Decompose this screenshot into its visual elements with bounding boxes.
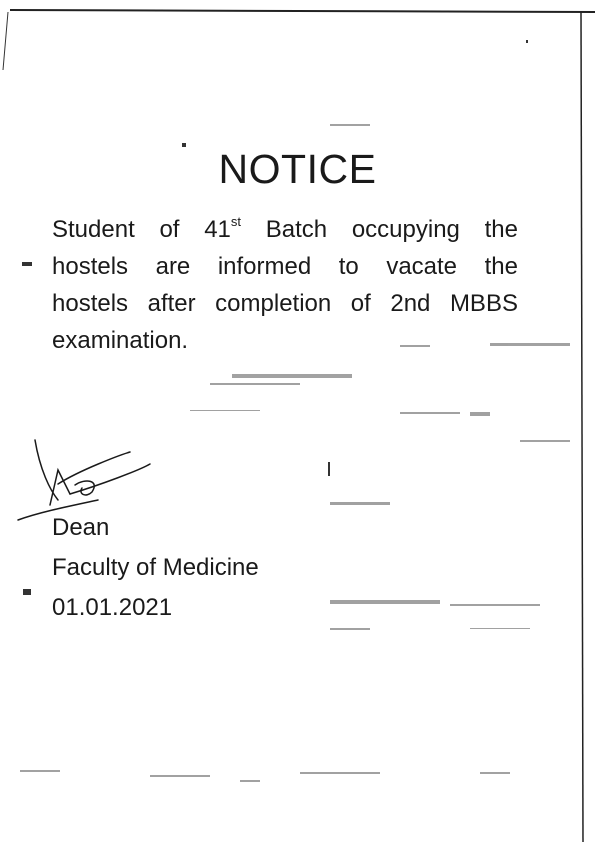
body-word: after	[147, 290, 196, 317]
signature-block	[52, 508, 259, 628]
body-word: vacate	[386, 253, 458, 280]
body-word: of	[350, 290, 371, 317]
body-word: Student	[52, 216, 135, 243]
body-word: completion	[215, 290, 332, 317]
body-word: MBBS	[449, 290, 518, 317]
body-word-batch-number: 41st	[204, 214, 242, 243]
body-word: Batch	[265, 216, 328, 243]
notice-date: 01.01.2021	[52, 594, 173, 621]
signatory-title: Dean	[52, 514, 110, 541]
signatory-department: Faculty of Medicine	[52, 554, 259, 581]
ordinal-suffix: st	[230, 214, 242, 229]
body-word: of	[159, 216, 180, 243]
body-word: examination.	[52, 327, 189, 354]
body-word: the	[484, 253, 518, 280]
body-word: to	[338, 253, 359, 280]
body-word: the	[484, 216, 518, 243]
handwritten-signature	[0, 0, 200, 540]
body-word: 2nd	[390, 290, 431, 317]
body-word: informed	[217, 253, 312, 280]
notice-title: NOTICE	[218, 146, 377, 192]
body-word: hostels	[52, 290, 129, 317]
body-word: occupying	[351, 216, 460, 243]
body-word: hostels	[52, 253, 129, 280]
body-word: are	[155, 253, 191, 280]
